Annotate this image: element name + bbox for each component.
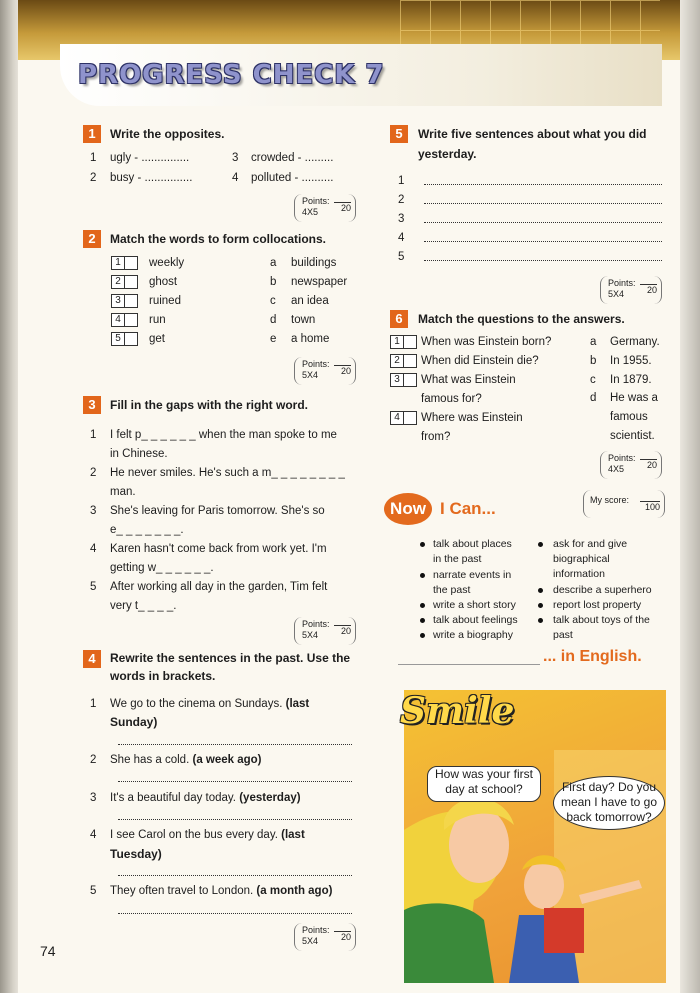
bubble-line: day at school? [445, 782, 523, 796]
s3-line: in Chinese. [110, 448, 168, 460]
answer-line[interactable] [424, 222, 662, 223]
answer-box[interactable]: 4 [390, 411, 404, 425]
s3-line: She's leaving for Paris tomorrow. She's so [110, 505, 325, 517]
page-edge [680, 0, 700, 993]
s5-num: 1 [398, 175, 405, 187]
answer-line[interactable] [118, 819, 352, 820]
section-3-heading: Fill in the gaps with the right word. [110, 398, 308, 412]
s2-left-item: weekly [149, 257, 185, 269]
answer-line[interactable] [118, 913, 352, 914]
answer-line[interactable] [118, 781, 352, 782]
answer-box[interactable]: 4 [111, 313, 125, 327]
s1-item: ugly - ............... [110, 152, 190, 164]
answer-box-blank[interactable] [124, 256, 138, 270]
section-6-heading: Match the questions to the answers. [418, 312, 625, 326]
s6-letter: a [590, 336, 597, 348]
s2-right-letter: d [270, 314, 277, 326]
points-box-6 [600, 451, 662, 479]
s6-letter: d [590, 392, 597, 404]
s6-question: What was Einstein [421, 374, 516, 386]
s2-left-item: ghost [149, 276, 178, 288]
can-item: describe a superhero [553, 584, 652, 596]
bullet-icon [420, 542, 425, 547]
speech-bubble-boy [553, 776, 665, 830]
s3-line: I felt p_ _ _ _ _ _ when the man spoke to me [110, 429, 337, 441]
bullet-icon [420, 618, 425, 623]
section-4-number: 4 [83, 650, 101, 668]
section-4-heading-cont: words in brackets. [110, 669, 216, 683]
answer-box[interactable]: 5 [111, 332, 125, 346]
bubble-line: First day? Do you [561, 780, 657, 794]
bullet-icon [538, 588, 543, 593]
s1-item: crowded - ......... [251, 152, 334, 164]
s6-question: When was Einstein born? [421, 336, 552, 348]
points-label: Points: [608, 453, 636, 463]
s2-right-item: an idea [291, 295, 329, 307]
s1-item-num: 3 [232, 152, 239, 164]
s4-text: We go to the cinema on Sundays. [110, 698, 283, 710]
points-formula: 5X4 [302, 630, 319, 640]
s4-bracket: (last [285, 698, 310, 710]
s6-question-cont: famous for? [421, 393, 482, 405]
in-english-text: ... in English. [543, 648, 642, 665]
points-label: Points: [302, 925, 330, 935]
answer-box-blank[interactable] [124, 332, 138, 346]
points-formula: 4X5 [302, 207, 319, 217]
can-item: ask for and give [553, 538, 628, 550]
can-item: narrate events in [433, 569, 512, 581]
points-label: Points: [608, 278, 636, 288]
s4-num: 3 [90, 792, 97, 804]
s1-item: busy - ............... [110, 172, 193, 184]
bullet-icon [420, 603, 425, 608]
points-box-4 [294, 923, 356, 951]
s3-line: man. [110, 486, 136, 498]
answer-line[interactable] [118, 744, 352, 745]
points-max: 20 [334, 202, 351, 213]
section-2-number: 2 [83, 230, 101, 248]
s2-right-letter: c [270, 295, 276, 307]
page-title: PROGRESS CHECK 7 [78, 60, 385, 90]
points-label: Points: [302, 619, 330, 629]
points-max: 20 [334, 931, 351, 942]
s4-bracket-cont: Sunday) [110, 715, 158, 729]
s6-letter: c [590, 374, 596, 386]
answer-box-blank[interactable] [403, 373, 417, 387]
points-formula: 5X4 [608, 289, 625, 299]
answer-box-blank[interactable] [403, 354, 417, 368]
my-score-label: My score: [590, 495, 630, 505]
s6-answer: Germany. [610, 336, 660, 348]
answer-box[interactable]: 2 [390, 354, 404, 368]
points-box-2 [294, 357, 356, 385]
answer-box-blank[interactable] [124, 275, 138, 289]
points-formula: 4X5 [608, 464, 625, 474]
answer-box-blank[interactable] [124, 294, 138, 308]
can-item: write a short story [433, 599, 516, 611]
divider [398, 664, 540, 665]
can-item: talk about feelings [433, 614, 518, 626]
answer-line[interactable] [424, 241, 662, 242]
bubble-line: How was your first [434, 767, 534, 781]
s2-left-item: run [149, 314, 166, 326]
s3-num: 2 [90, 467, 97, 479]
s1-item: polluted - .......... [251, 172, 334, 184]
bubble-line: back tomorrow? [566, 810, 652, 824]
s1-item-num: 2 [90, 172, 97, 184]
answer-line[interactable] [424, 260, 662, 261]
can-item-cont: the past [433, 584, 471, 596]
bubble-line: mean I have to go [560, 795, 658, 809]
can-item: talk about toys of the [553, 614, 650, 626]
section-4-heading: Rewrite the sentences in the past. Use the [110, 651, 351, 665]
s4-bracket-cont: Tuesday) [110, 847, 162, 861]
section-1-heading: Write the opposites. [110, 127, 225, 141]
points-label: Points: [302, 359, 330, 369]
s5-num: 3 [398, 213, 405, 225]
my-score-max: 100 [640, 501, 660, 512]
s4-bracket: (last [281, 829, 305, 841]
section-5-heading-cont: yesterday. [418, 147, 477, 161]
s6-question-cont: from? [421, 431, 451, 443]
s5-num: 4 [398, 232, 405, 244]
s6-answer: In 1955. [610, 355, 652, 367]
comic-illustration [404, 690, 666, 983]
points-box-1 [294, 194, 356, 222]
s4-num: 5 [90, 885, 97, 897]
can-item-cont: biographical [553, 553, 610, 565]
i-can-heading: I Can... [440, 499, 496, 518]
answer-box[interactable]: 1 [390, 335, 404, 349]
section-6-number: 6 [390, 310, 408, 328]
s6-letter: b [590, 355, 597, 367]
s2-right-letter: e [270, 333, 277, 345]
s3-line: getting w_ _ _ _ _ _. [110, 562, 214, 574]
answer-box-blank[interactable] [403, 411, 417, 425]
s6-answer: He was a [610, 392, 658, 404]
bullet-icon [538, 618, 543, 623]
section-3-number: 3 [83, 396, 101, 414]
s4-num: 2 [90, 754, 97, 766]
s6-question: Where was Einstein [421, 412, 523, 424]
can-item: talk about places [433, 538, 512, 550]
points-formula: 5X4 [302, 936, 319, 946]
s2-right-letter: b [270, 276, 277, 288]
answer-line[interactable] [424, 203, 662, 204]
smile-logo: Smile [400, 690, 515, 732]
now-badge: Now [384, 493, 432, 525]
s4-item [110, 884, 332, 898]
points-formula: 5X4 [302, 370, 319, 380]
s3-line: Karen hasn't come back from work yet. I'm [110, 543, 327, 555]
points-max: 20 [640, 459, 657, 470]
answer-line[interactable] [118, 875, 352, 876]
bullet-icon [538, 603, 543, 608]
s4-bracket: (yesterday) [239, 792, 301, 804]
answer-box[interactable]: 1 [111, 256, 125, 270]
s3-num: 1 [90, 429, 97, 441]
s3-line: e_ _ _ _ _ _ _. [110, 524, 184, 536]
s6-answer-cont: scientist. [610, 430, 655, 442]
s6-answer-cont: famous [610, 411, 648, 423]
my-score-box [583, 490, 665, 518]
answer-box[interactable]: 3 [111, 294, 125, 308]
s6-answer: In 1879. [610, 374, 652, 386]
points-box-5 [600, 276, 662, 304]
page-number: 74 [40, 943, 56, 959]
s3-line: After working all day in the garden, Tim felt [110, 581, 328, 593]
s4-text: They often travel to London. [110, 885, 254, 897]
section-5-number: 5 [390, 125, 408, 143]
smile-comic-panel [404, 690, 666, 983]
s2-right-item: town [291, 314, 316, 326]
s4-num: 4 [90, 829, 97, 841]
s4-item [110, 697, 309, 711]
s4-item [110, 791, 301, 805]
can-item-cont: in the past [433, 553, 482, 565]
points-max: 20 [334, 625, 351, 636]
section-1-number: 1 [83, 125, 101, 143]
points-box-3 [294, 617, 356, 645]
points-max: 20 [334, 365, 351, 376]
s3-line: He never smiles. He's such a m_ _ _ _ _ _ _ _ [110, 467, 345, 479]
s4-text: She has a cold. [110, 754, 190, 766]
s2-left-item: get [149, 333, 165, 345]
answer-box-blank[interactable] [124, 313, 138, 327]
s3-num: 3 [90, 505, 97, 517]
answer-box[interactable]: 3 [390, 373, 404, 387]
s5-num: 5 [398, 251, 405, 263]
can-item-cont: past [553, 629, 573, 641]
s2-right-letter: a [270, 257, 277, 269]
s3-line: very t_ _ _ _. [110, 600, 177, 612]
s4-text: I see Carol on the bus every day. [110, 829, 278, 841]
s2-right-item: a home [291, 333, 330, 345]
section-5-heading: Write five sentences about what you did [418, 127, 647, 141]
can-item-cont: information [553, 568, 605, 580]
s2-left-item: ruined [149, 295, 181, 307]
s2-right-item: newspaper [291, 276, 348, 288]
s5-num: 2 [398, 194, 405, 206]
s3-num: 4 [90, 543, 97, 555]
can-item: report lost property [553, 599, 642, 611]
s4-item [110, 828, 305, 842]
s4-bracket: (a month ago) [256, 885, 333, 897]
speech-bubble-girl [427, 766, 541, 802]
s6-question: When did Einstein die? [421, 355, 539, 367]
bullet-icon [420, 633, 425, 638]
answer-line[interactable] [424, 184, 662, 185]
s4-text: It's a beautiful day today. [110, 792, 237, 804]
s2-right-item: buildings [291, 257, 337, 269]
points-label: Points: [302, 196, 330, 206]
s3-num: 5 [90, 581, 97, 593]
section-2-heading: Match the words to form collocations. [110, 232, 327, 246]
s4-num: 1 [90, 698, 97, 710]
answer-box-blank[interactable] [403, 335, 417, 349]
s4-item [110, 753, 262, 767]
points-max: 20 [640, 284, 657, 295]
s1-item-num: 1 [90, 152, 97, 164]
s1-item-num: 4 [232, 172, 239, 184]
s4-bracket: (a week ago) [192, 754, 262, 766]
bullet-icon [420, 573, 425, 578]
bullet-icon [538, 542, 543, 547]
can-item: write a biography [433, 629, 513, 641]
answer-box[interactable]: 2 [111, 275, 125, 289]
